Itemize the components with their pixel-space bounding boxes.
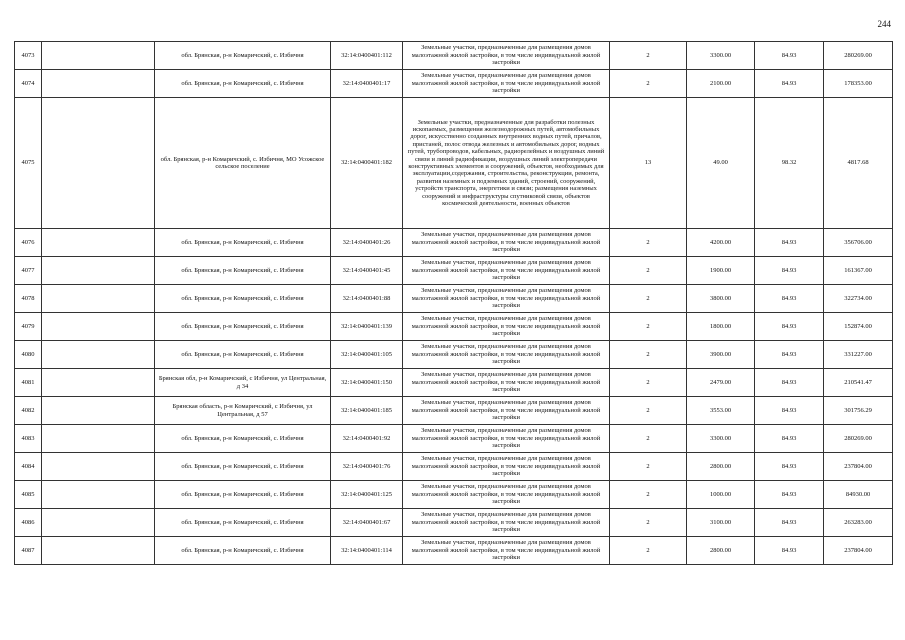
area: 49.00 — [687, 98, 755, 229]
address: обл. Брянская, р-н Комаричский, с. Избичня — [155, 42, 331, 70]
address: обл. Брянская, р-н Комаричский, с. Избичня — [155, 537, 331, 565]
cadastral-value: 263283.00 — [824, 509, 893, 537]
cadastral-number: 32:14:0400401:88 — [331, 285, 403, 313]
specific-cadastral-value: 84.93 — [755, 341, 824, 369]
record-number: 4084 — [15, 453, 42, 481]
empty-cell — [42, 285, 155, 313]
land-use-type: Земельные участки, предназначенные для размещения домов малоэтажной жилой застройки, в том числе индивидуальной жилой застройки — [403, 42, 610, 70]
land-use-type: Земельные участки, предназначенные для размещения домов малоэтажной жилой застройки, в том числе индивидуальной жилой застройки — [403, 425, 610, 453]
cadastral-number: 32:14:0400401:182 — [331, 98, 403, 229]
area: 3553.00 — [687, 397, 755, 425]
land-use-type: Земельные участки, предназначенные для размещения домов малоэтажной жилой застройки, в том числе индивидуальной жилой застройки — [403, 257, 610, 285]
empty-cell — [42, 369, 155, 397]
table-row — [15, 42, 893, 70]
use-group: 2 — [610, 509, 687, 537]
cadastral-number: 32:14:0400401:17 — [331, 70, 403, 98]
cadastral-value: 280269.00 — [824, 42, 893, 70]
empty-cell — [42, 537, 155, 565]
record-number: 4081 — [15, 369, 42, 397]
specific-cadastral-value: 98.32 — [755, 98, 824, 229]
cadastral-number: 32:14:0400401:45 — [331, 257, 403, 285]
cadastral-number: 32:14:0400401:92 — [331, 425, 403, 453]
land-use-type: Земельные участки, предназначенные для размещения домов малоэтажной жилой застройки, в том числе индивидуальной жилой застройки — [403, 397, 610, 425]
specific-cadastral-value: 84.93 — [755, 369, 824, 397]
cadastral-number: 32:14:0400401:105 — [331, 341, 403, 369]
specific-cadastral-value: 84.93 — [755, 509, 824, 537]
address: обл. Брянская, р-н Комаричский, с. Избичня, МО Усожское сельское поселение — [155, 98, 331, 229]
specific-cadastral-value: 84.93 — [755, 453, 824, 481]
use-group: 13 — [610, 98, 687, 229]
use-group: 2 — [610, 397, 687, 425]
table-row — [15, 98, 893, 229]
land-use-type: Земельные участки, предназначенные для размещения домов малоэтажной жилой застройки, в том числе индивидуальной жилой застройки — [403, 481, 610, 509]
use-group: 2 — [610, 453, 687, 481]
area: 1900.00 — [687, 257, 755, 285]
use-group: 2 — [610, 341, 687, 369]
land-use-type: Земельные участки, предназначенные для размещения домов малоэтажной жилой застройки, в том числе индивидуальной жилой застройки — [403, 509, 610, 537]
specific-cadastral-value: 84.93 — [755, 397, 824, 425]
use-group: 2 — [610, 313, 687, 341]
cadastral-number: 32:14:0400401:26 — [331, 229, 403, 257]
cadastral-number: 32:14:0400401:139 — [331, 313, 403, 341]
record-number: 4074 — [15, 70, 42, 98]
cadastral-value: 301756.29 — [824, 397, 893, 425]
specific-cadastral-value: 84.93 — [755, 285, 824, 313]
empty-cell — [42, 42, 155, 70]
area: 1000.00 — [687, 481, 755, 509]
specific-cadastral-value: 84.93 — [755, 70, 824, 98]
cadastral-number: 32:14:0400401:114 — [331, 537, 403, 565]
address: обл. Брянская, р-н Комаричский, с. Избичня — [155, 481, 331, 509]
use-group: 2 — [610, 70, 687, 98]
area: 2800.00 — [687, 537, 755, 565]
record-number: 4077 — [15, 257, 42, 285]
use-group: 2 — [610, 481, 687, 509]
specific-cadastral-value: 84.93 — [755, 425, 824, 453]
table-row — [15, 257, 893, 285]
address: обл. Брянская, р-н Комаричский, с. Избичня — [155, 285, 331, 313]
address: обл. Брянская, р-н Комаричский, с. Избичня — [155, 257, 331, 285]
table-row — [15, 509, 893, 537]
table-row — [15, 369, 893, 397]
address: обл. Брянская, р-н Комаричский, с. Избичня — [155, 229, 331, 257]
cadastral-value: 237804.00 — [824, 537, 893, 565]
record-number: 4085 — [15, 481, 42, 509]
empty-cell — [42, 257, 155, 285]
table-row — [15, 285, 893, 313]
table-row — [15, 397, 893, 425]
use-group: 2 — [610, 229, 687, 257]
empty-cell — [42, 229, 155, 257]
page-number: 244 — [877, 19, 891, 29]
record-number: 4078 — [15, 285, 42, 313]
use-group: 2 — [610, 369, 687, 397]
cadastral-value: 322734.00 — [824, 285, 893, 313]
cadastral-value: 152874.00 — [824, 313, 893, 341]
cadastral-value: 237804.00 — [824, 453, 893, 481]
cadastral-value: 331227.00 — [824, 341, 893, 369]
area: 2100.00 — [687, 70, 755, 98]
empty-cell — [42, 341, 155, 369]
land-use-type: Земельные участки, предназначенные для размещения домов малоэтажной жилой застройки, в том числе индивидуальной жилой застройки — [403, 313, 610, 341]
record-number: 4087 — [15, 537, 42, 565]
address: Брянская обл, р-н Комаричский, с Избичня, ул Центральная, д 34 — [155, 369, 331, 397]
record-number: 4082 — [15, 397, 42, 425]
cadastral-value: 84930.00 — [824, 481, 893, 509]
cadastral-value: 356706.00 — [824, 229, 893, 257]
address: Брянская область, р-н Комаричский, с Избичня, ул Центральная, д 57 — [155, 397, 331, 425]
use-group: 2 — [610, 537, 687, 565]
land-use-type: Земельные участки, предназначенные для размещения домов малоэтажной жилой застройки, в том числе индивидуальной жилой застройки — [403, 369, 610, 397]
address: обл. Брянская, р-н Комаричский, с. Избичня — [155, 453, 331, 481]
table-row — [15, 313, 893, 341]
use-group: 2 — [610, 285, 687, 313]
empty-cell — [42, 98, 155, 229]
empty-cell — [42, 397, 155, 425]
use-group: 2 — [610, 425, 687, 453]
land-use-type: Земельные участки, предназначенные для разработки полезных ископаемых, размещения железнодорожных путей, автомобильных дорог, искусственно созданных внутренних водных путей, причалов, пристаней, полос отвода железных и автомобильных дорог, водных путей, трубопроводов, кабельных, радиорелейных и воздушных линий связи и линий радиофикации, воздушных линий электропередачи конструктивных элементов и сооружений, объектов, необходимых для эксплуатации,содержания, строительства, реконструкции, ремонта, развития наземных и подземных зданий, строений, сооружений, устройств транспорта, энергетики и связи; размещения наземных сооружений и инфраструктуры спутниковой связи, объектов космической деятельности, военных объектов — [403, 98, 610, 229]
specific-cadastral-value: 84.93 — [755, 42, 824, 70]
cadastral-value: 161367.00 — [824, 257, 893, 285]
cadastral-value: 4817.68 — [824, 98, 893, 229]
table-row — [15, 481, 893, 509]
record-number: 4075 — [15, 98, 42, 229]
cadastral-value: 178353.00 — [824, 70, 893, 98]
address: обл. Брянская, р-н Комаричский, с. Избичня — [155, 341, 331, 369]
table-row — [15, 229, 893, 257]
use-group: 2 — [610, 257, 687, 285]
address: обл. Брянская, р-н Комаричский, с. Избичня — [155, 70, 331, 98]
cadastral-value: 210541.47 — [824, 369, 893, 397]
record-number: 4076 — [15, 229, 42, 257]
cadastral-number: 32:14:0400401:67 — [331, 509, 403, 537]
empty-cell — [42, 509, 155, 537]
cadastral-value-table — [14, 41, 893, 565]
table-row — [15, 425, 893, 453]
specific-cadastral-value: 84.93 — [755, 229, 824, 257]
record-number: 4083 — [15, 425, 42, 453]
table-row — [15, 341, 893, 369]
land-use-type: Земельные участки, предназначенные для размещения домов малоэтажной жилой застройки, в том числе индивидуальной жилой застройки — [403, 285, 610, 313]
cadastral-value: 280269.00 — [824, 425, 893, 453]
area: 4200.00 — [687, 229, 755, 257]
address: обл. Брянская, р-н Комаричский, с. Избичня — [155, 509, 331, 537]
area: 3800.00 — [687, 285, 755, 313]
empty-cell — [42, 313, 155, 341]
record-number: 4073 — [15, 42, 42, 70]
empty-cell — [42, 425, 155, 453]
area: 3300.00 — [687, 42, 755, 70]
empty-cell — [42, 70, 155, 98]
land-use-type: Земельные участки, предназначенные для размещения домов малоэтажной жилой застройки, в том числе индивидуальной жилой застройки — [403, 229, 610, 257]
cadastral-number: 32:14:0400401:125 — [331, 481, 403, 509]
table-row — [15, 453, 893, 481]
record-number: 4079 — [15, 313, 42, 341]
cadastral-number: 32:14:0400401:150 — [331, 369, 403, 397]
land-use-type: Земельные участки, предназначенные для размещения домов малоэтажной жилой застройки, в том числе индивидуальной жилой застройки — [403, 70, 610, 98]
empty-cell — [42, 453, 155, 481]
table-row — [15, 537, 893, 565]
area: 2479.00 — [687, 369, 755, 397]
specific-cadastral-value: 84.93 — [755, 537, 824, 565]
cadastral-number: 32:14:0400401:76 — [331, 453, 403, 481]
land-use-type: Земельные участки, предназначенные для размещения домов малоэтажной жилой застройки, в том числе индивидуальной жилой застройки — [403, 453, 610, 481]
area: 3100.00 — [687, 509, 755, 537]
cadastral-number: 32:14:0400401:112 — [331, 42, 403, 70]
land-use-type: Земельные участки, предназначенные для размещения домов малоэтажной жилой застройки, в том числе индивидуальной жилой застройки — [403, 341, 610, 369]
specific-cadastral-value: 84.93 — [755, 257, 824, 285]
empty-cell — [42, 481, 155, 509]
address: обл. Брянская, р-н Комаричский, с. Избичня — [155, 425, 331, 453]
specific-cadastral-value: 84.93 — [755, 313, 824, 341]
record-number: 4080 — [15, 341, 42, 369]
specific-cadastral-value: 84.93 — [755, 481, 824, 509]
land-use-type: Земельные участки, предназначенные для размещения домов малоэтажной жилой застройки, в том числе индивидуальной жилой застройки — [403, 537, 610, 565]
table-row — [15, 70, 893, 98]
area: 2800.00 — [687, 453, 755, 481]
address: обл. Брянская, р-н Комаричский, с. Избичня — [155, 313, 331, 341]
record-number: 4086 — [15, 509, 42, 537]
use-group: 2 — [610, 42, 687, 70]
area: 3300.00 — [687, 425, 755, 453]
area: 3900.00 — [687, 341, 755, 369]
cadastral-number: 32:14:0400401:185 — [331, 397, 403, 425]
area: 1800.00 — [687, 313, 755, 341]
